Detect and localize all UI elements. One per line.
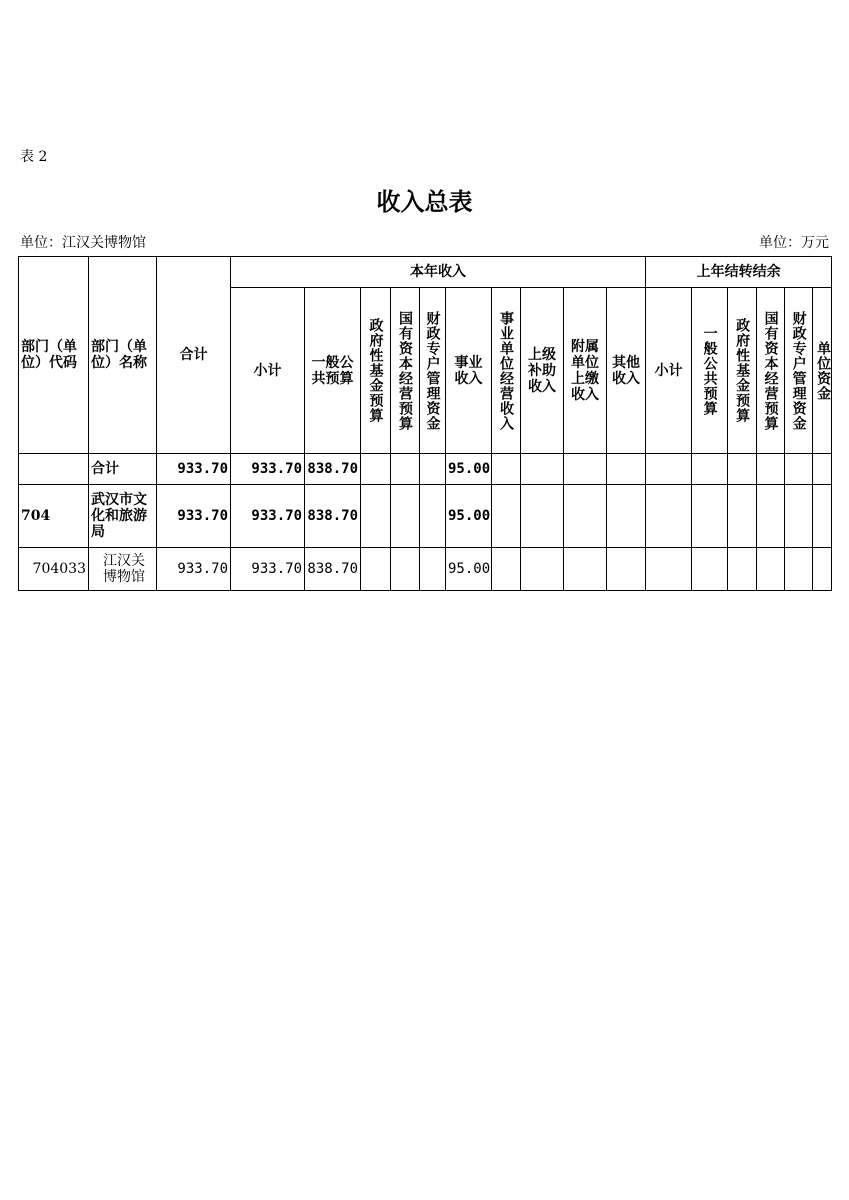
table-row xyxy=(19,548,832,591)
cell-cy-subtotal: 933.70 xyxy=(231,548,305,591)
cell-empty xyxy=(646,454,692,485)
cell-empty xyxy=(785,485,813,548)
header-total: 合计 xyxy=(157,257,231,454)
cell-empty xyxy=(646,548,692,591)
cell-empty xyxy=(521,485,564,548)
cell-empty xyxy=(564,548,607,591)
cell-cy-general-budget: 838.70 xyxy=(305,485,361,548)
cell-empty xyxy=(361,485,391,548)
header-cy-operating-income: 事业单位经营收入 xyxy=(492,288,521,454)
header-co-subtotal: 小计 xyxy=(646,288,692,454)
cell-empty xyxy=(728,485,757,548)
cell-cy-business-income: 95.00 xyxy=(446,454,492,485)
header-cy-subtotal: 小计 xyxy=(231,288,305,454)
cell-empty xyxy=(391,485,420,548)
cell-empty xyxy=(692,454,728,485)
cell-empty xyxy=(728,454,757,485)
cell-empty xyxy=(361,454,391,485)
cell-empty xyxy=(757,485,785,548)
cell-cy-subtotal: 933.70 xyxy=(231,454,305,485)
cell-empty xyxy=(391,548,420,591)
header-cy-fiscal-special: 财政专户管理资金 xyxy=(420,288,446,454)
cell-empty xyxy=(728,548,757,591)
header-cy-business-income: 事业收入 xyxy=(446,288,492,454)
header-carryover: 上年结转结余 xyxy=(646,257,832,288)
header-row-1 xyxy=(19,257,832,288)
cell-empty xyxy=(757,454,785,485)
cell-code: 704 xyxy=(19,485,89,548)
cell-empty xyxy=(420,548,446,591)
header-cy-state-capital: 国有资本经营预算 xyxy=(391,288,420,454)
header-cy-gov-fund: 政府性基金预算 xyxy=(361,288,391,454)
cell-empty xyxy=(564,454,607,485)
cell-cy-general-budget: 838.70 xyxy=(305,548,361,591)
cell-empty xyxy=(607,548,646,591)
header-co-general-budget: 一般公共预算 xyxy=(692,288,728,454)
cell-empty xyxy=(391,454,420,485)
cell-empty xyxy=(361,548,391,591)
cell-total: 933.70 xyxy=(157,485,231,548)
header-cy-affiliated-income: 附属单位上缴收入 xyxy=(564,288,607,454)
table-row xyxy=(19,454,832,485)
page-title: 收入总表 xyxy=(376,188,473,216)
cell-empty xyxy=(692,485,728,548)
cell-empty xyxy=(492,454,521,485)
table-row xyxy=(19,485,832,548)
header-current-year-income: 本年收入 xyxy=(231,257,646,288)
cell-empty xyxy=(692,548,728,591)
header-dept-code: 部门（单位）代码 xyxy=(19,257,89,454)
header-co-unit-funds: 单位资金 xyxy=(813,288,832,454)
cell-cy-business-income: 95.00 xyxy=(446,548,492,591)
header-cy-general-budget: 一般公共预算 xyxy=(305,288,361,454)
header-co-gov-fund: 政府性基金预算 xyxy=(728,288,757,454)
cell-name: 江汉关博物馆 xyxy=(89,548,157,591)
cell-total: 933.70 xyxy=(157,548,231,591)
header-dept-name: 部门（单位）名称 xyxy=(89,257,157,454)
cell-empty xyxy=(757,548,785,591)
header-cy-other-income: 其他收入 xyxy=(607,288,646,454)
cell-empty xyxy=(492,485,521,548)
cell-empty xyxy=(813,548,832,591)
cell-empty xyxy=(785,454,813,485)
header-co-state-capital: 国有资本经营预算 xyxy=(757,288,785,454)
cell-empty xyxy=(521,454,564,485)
header-co-fiscal-special: 财政专户管理资金 xyxy=(785,288,813,454)
cell-empty xyxy=(813,454,832,485)
cell-empty xyxy=(420,454,446,485)
cell-code xyxy=(19,454,89,485)
cell-name: 武汉市文化和旅游局 xyxy=(89,485,157,548)
reporting-unit: 单位：江汉关博物馆 xyxy=(20,235,146,251)
currency-unit: 单位：万元 xyxy=(759,235,829,251)
cell-cy-subtotal: 933.70 xyxy=(231,485,305,548)
header-cy-superior-subsidy: 上级补助收入 xyxy=(521,288,564,454)
cell-empty xyxy=(564,485,607,548)
cell-empty xyxy=(420,485,446,548)
cell-empty xyxy=(607,454,646,485)
cell-empty xyxy=(521,548,564,591)
cell-empty xyxy=(785,548,813,591)
cell-code: 704033 xyxy=(19,548,89,591)
cell-empty xyxy=(813,485,832,548)
cell-empty xyxy=(607,485,646,548)
cell-cy-general-budget: 838.70 xyxy=(305,454,361,485)
cell-cy-business-income: 95.00 xyxy=(446,485,492,548)
table-number: 表 2 xyxy=(20,149,48,165)
cell-empty xyxy=(646,485,692,548)
income-summary-table xyxy=(18,256,832,591)
cell-name: 合计 xyxy=(89,454,157,485)
cell-empty xyxy=(492,548,521,591)
cell-total: 933.70 xyxy=(157,454,231,485)
